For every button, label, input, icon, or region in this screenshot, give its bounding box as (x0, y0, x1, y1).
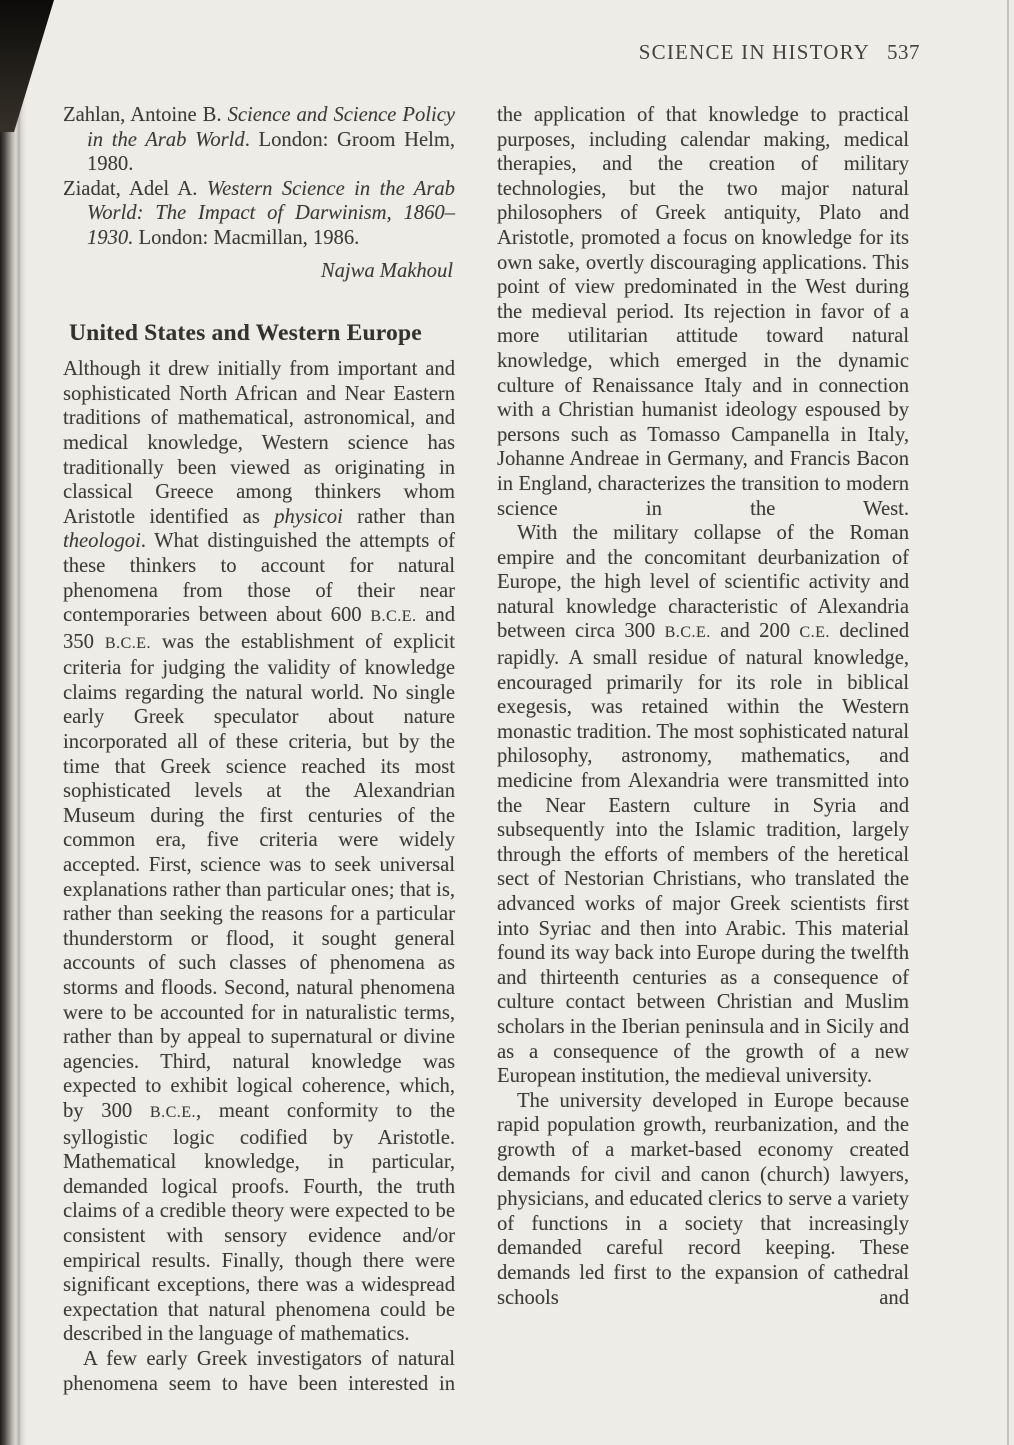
binding-corner-shadow (0, 0, 54, 132)
paragraph: A few early Greek investigators of natural phenomena seem to have been interested in (63, 1347, 455, 1395)
left-column (63, 103, 455, 1396)
binding-shadow (0, 0, 27, 1445)
author-attribution: Najwa Makhoul (320, 259, 453, 282)
bibliography-entry: Zahlan, Antoine B. Science and Science Policy in the Arab World. London: Groom Helm, 1980. (63, 104, 455, 176)
paragraph: The university developed in Europe because rapid population growth, reurbanization, and the growth of a market-based economy created demands for civil and canon (church) lawyers, physicians, and educated clerics to serve a variety of functions in a society that increasingly demanded careful record keeping. These demands led first to the expansion of cathedral schools and (497, 1089, 909, 1309)
running-header-title: SCIENCE IN HISTORY (638, 40, 870, 64)
page-edge-line (1007, 0, 1009, 1445)
running-header (639, 40, 920, 65)
paragraph: Although it drew initially from important and sophisticated North African and Near Eastern traditions of mathematical, astronomical, and medical knowledge, Western science has traditionally been viewed as originating in classical Greece among thinkers whom Aristotle identified as physicoi rather than theologoi. What distinguished the attempts of these thinkers to account for natural phenomena from those of their near contemporaries between about 600 B.C.E. and 350 B.C.E. was the establishment of explicit criteria for judging the validity of knowledge claims regarding the natural world. No single early Greek speculator about nature incorporated all of these criteria, but by the time that Greek science reached its most sophisticated levels at the Alexandrian Museum during the first centuries of the common era, five criteria were widely accepted. First, science was to seek universal explanations rather than particular ones; that is, rather than seeking the reasons for a particular thunderstorm or flood, it sought general accounts of such classes of phenomena as storms and floods. Second, natural phenomena were to be accounted for in naturalistic terms, rather than by appeal to supernatural or divine agencies. Third, natural knowledge was expected to exhibit logical coherence, which, by 300 B.C.E., meant conformity to the syllogistic logic codified by Aristotle. Mathematical knowledge, in particular, demanded logical proofs. Fourth, the truth claims of a credible theory were expected to be consistent with sensory evidence and/or empirical results. Finally, though there were significant exceptions, there was a widespread expectation that natural phenomena could be described in the language of mathematics. (63, 358, 455, 1346)
paragraph: With the military collapse of the Roman empire and the concomitant deurbanization of Europe, the high level of scientific activity and natural knowledge characteristic of Alexandria between circa 300 B.C.E. and 200 C.E. declined rapidly. A small residue of natural knowledge, encouraged primarily for its role in biblical exegesis, was retained within the Western monastic tradition. The most sophisticated natural philosophy, astronomy, mathematics, and medicine from Alexandria were transmitted into the Near Eastern culture in Syria and subsequently into the Islamic tradition, largely through the efforts of members of the heretical sect of Nestorian Christians, who translated the advanced works of major Greek scientists first into Syriac and then into Arabic. This material found its way back into Europe during the twelfth and thirteenth centuries as a consequence of culture contact between Christian and Muslim scholars in the Iberian peninsula and in Sicily and as a consequence of the growth of a new European institution, the medieval university. (497, 522, 910, 1088)
page-number: 537 (887, 40, 920, 64)
bibliography (63, 103, 455, 251)
right-column (497, 103, 909, 1396)
paragraph: the application of that knowledge to practical purposes, including calendar making, medical therapies, and the creation of military technologies, but the two major natural philosophers of Greek antiquity, Plato and Aristotle, promoted a focus on knowledge for its own sake, overtly discouraging applications. This point of view predominated in the West during the medieval period. Its rejection in favor of a more utilitarian attitude toward natural knowledge, which emerged in the dynamic culture of Renaissance Italy and in connection with a Christian humanist ideology espoused by persons such as Tomasso Campanella in Italy, Johanne Andreae in Germany, and Francis Bacon in England, characterizes the transition to modern science in the West. (497, 104, 909, 520)
bibliography-entry: Ziadat, Adel A. Western Science in the Arab World: The Impact of Darwinism, 1860–1930. London: Macmillan, 1986. (63, 177, 455, 249)
text-columns (63, 103, 909, 1396)
section-heading: United States and Western Europe (69, 320, 422, 347)
